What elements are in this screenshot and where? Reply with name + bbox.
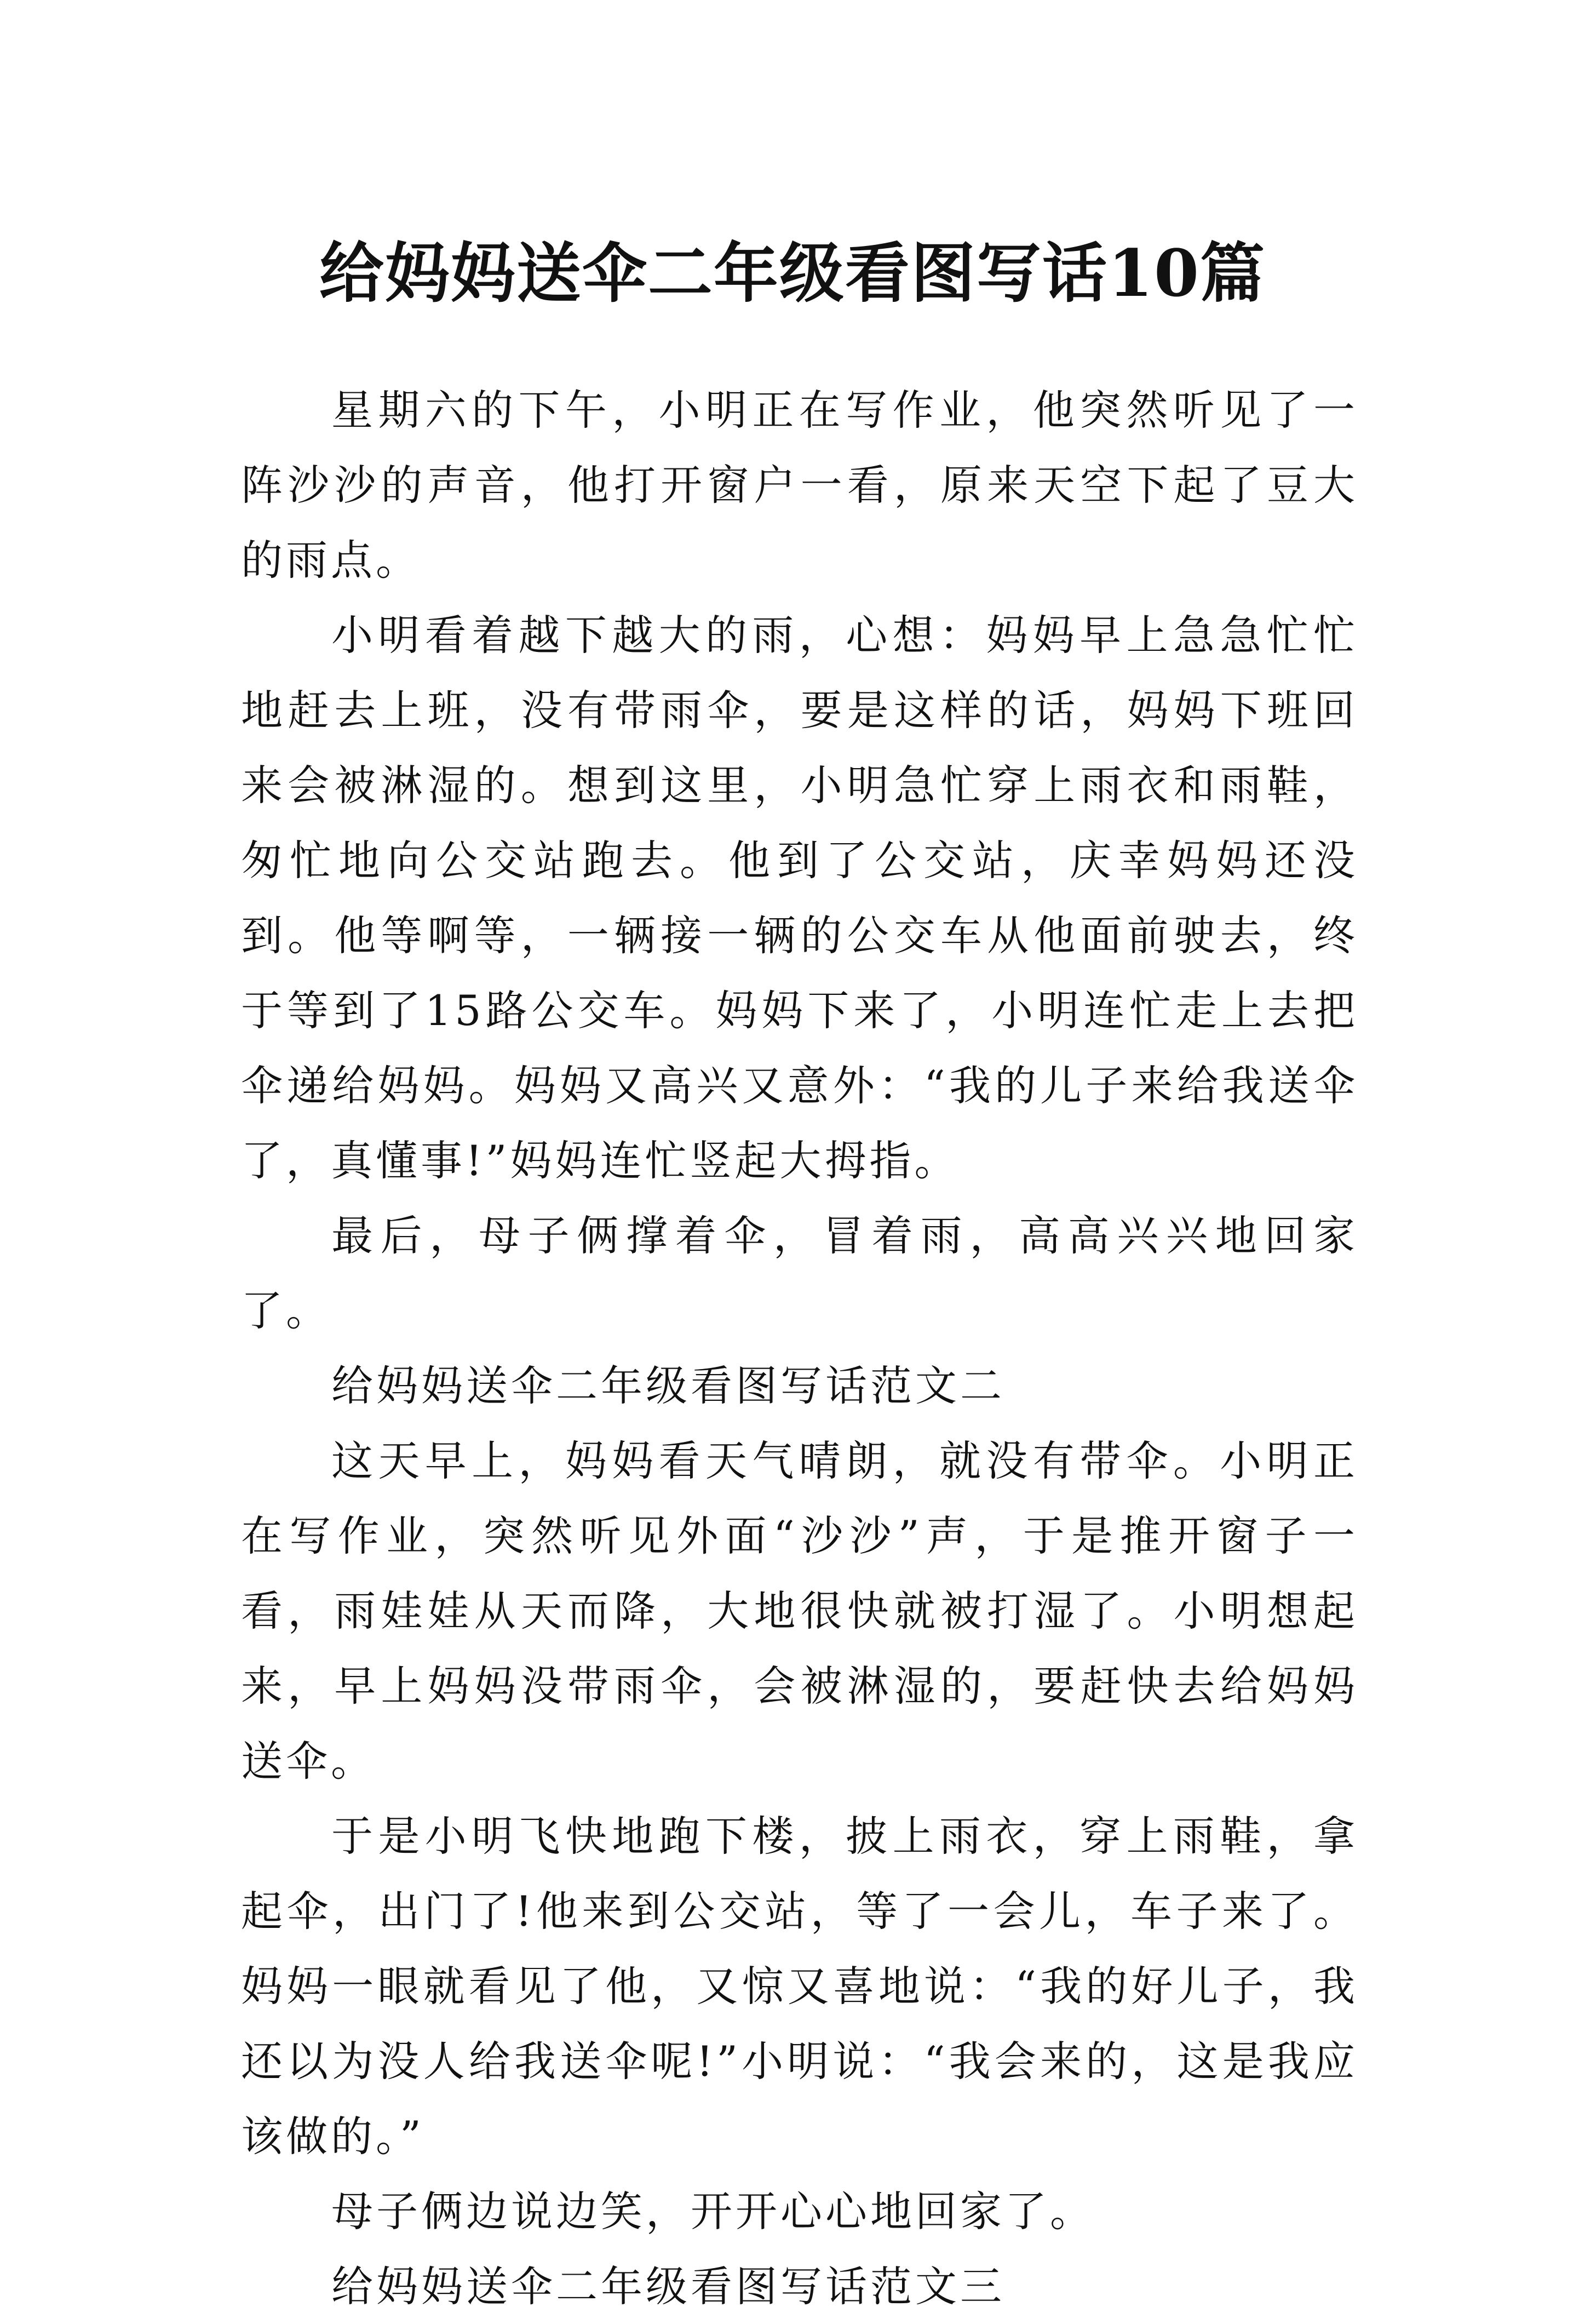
- document-title: 给妈妈送伞二年级看图写话10篇: [319, 235, 1266, 312]
- paragraph-4: 这天早上，妈妈看天气晴朗，就没有带伞。小明正在写作业，突然听见外面“沙沙”声，于是推开窗子一看，雨娃娃从天而降，大地很快就被打湿了。小明想起来，早上妈妈没带雨伞，会被淋湿的，要赶快去给妈妈送伞。: [241, 1436, 1358, 1785]
- paragraph-1: 星期六的下午，小明正在写作业，他突然听见了一阵沙沙的声音，他打开窗户一看，原来天空下起了豆大的雨点。: [241, 386, 1358, 585]
- paragraph-6: 母子俩边说边笑，开开心心地回家了。: [331, 2187, 1095, 2236]
- paragraph-5: 于是小明飞快地跑下楼，披上雨衣，穿上雨鞋，拿起伞，出门了!他来到公交站，等了一会儿，车子来了。妈妈一眼就看见了他，又惊又喜地说：“我的好儿子，我还以为没人给我送伞呢!”小明说：“我会来的，这是我应该做的。”: [241, 1812, 1358, 2161]
- section-heading-2: 给妈妈送伞二年级看图写话范文二: [331, 1361, 1005, 1410]
- section-heading-3: 给妈妈送伞二年级看图写话范文三: [331, 2262, 1005, 2311]
- paragraph-3: 最后，母子俩撑着伞，冒着雨，高高兴兴地回家了。: [241, 1211, 1358, 1335]
- document-body: [241, 373, 1358, 2324]
- paragraph-2: 小明看着越下越大的雨，心想：妈妈早上急急忙忙地赶去上班，没有带雨伞，要是这样的话，妈妈下班回来会被淋湿的。想到这里，小明急忙穿上雨衣和雨鞋，匆忙地向公交站跑去。他到了公交站，庆幸妈妈还没到。他等啊等，一辆接一辆的公交车从他面前驶去，终于等到了15路公交车。妈妈下来了，小明连忙走上去把伞递给妈妈。妈妈又高兴又意外：“我的儿子来给我送伞了，真懂事!”妈妈连忙竖起大拇指。: [241, 611, 1358, 1185]
